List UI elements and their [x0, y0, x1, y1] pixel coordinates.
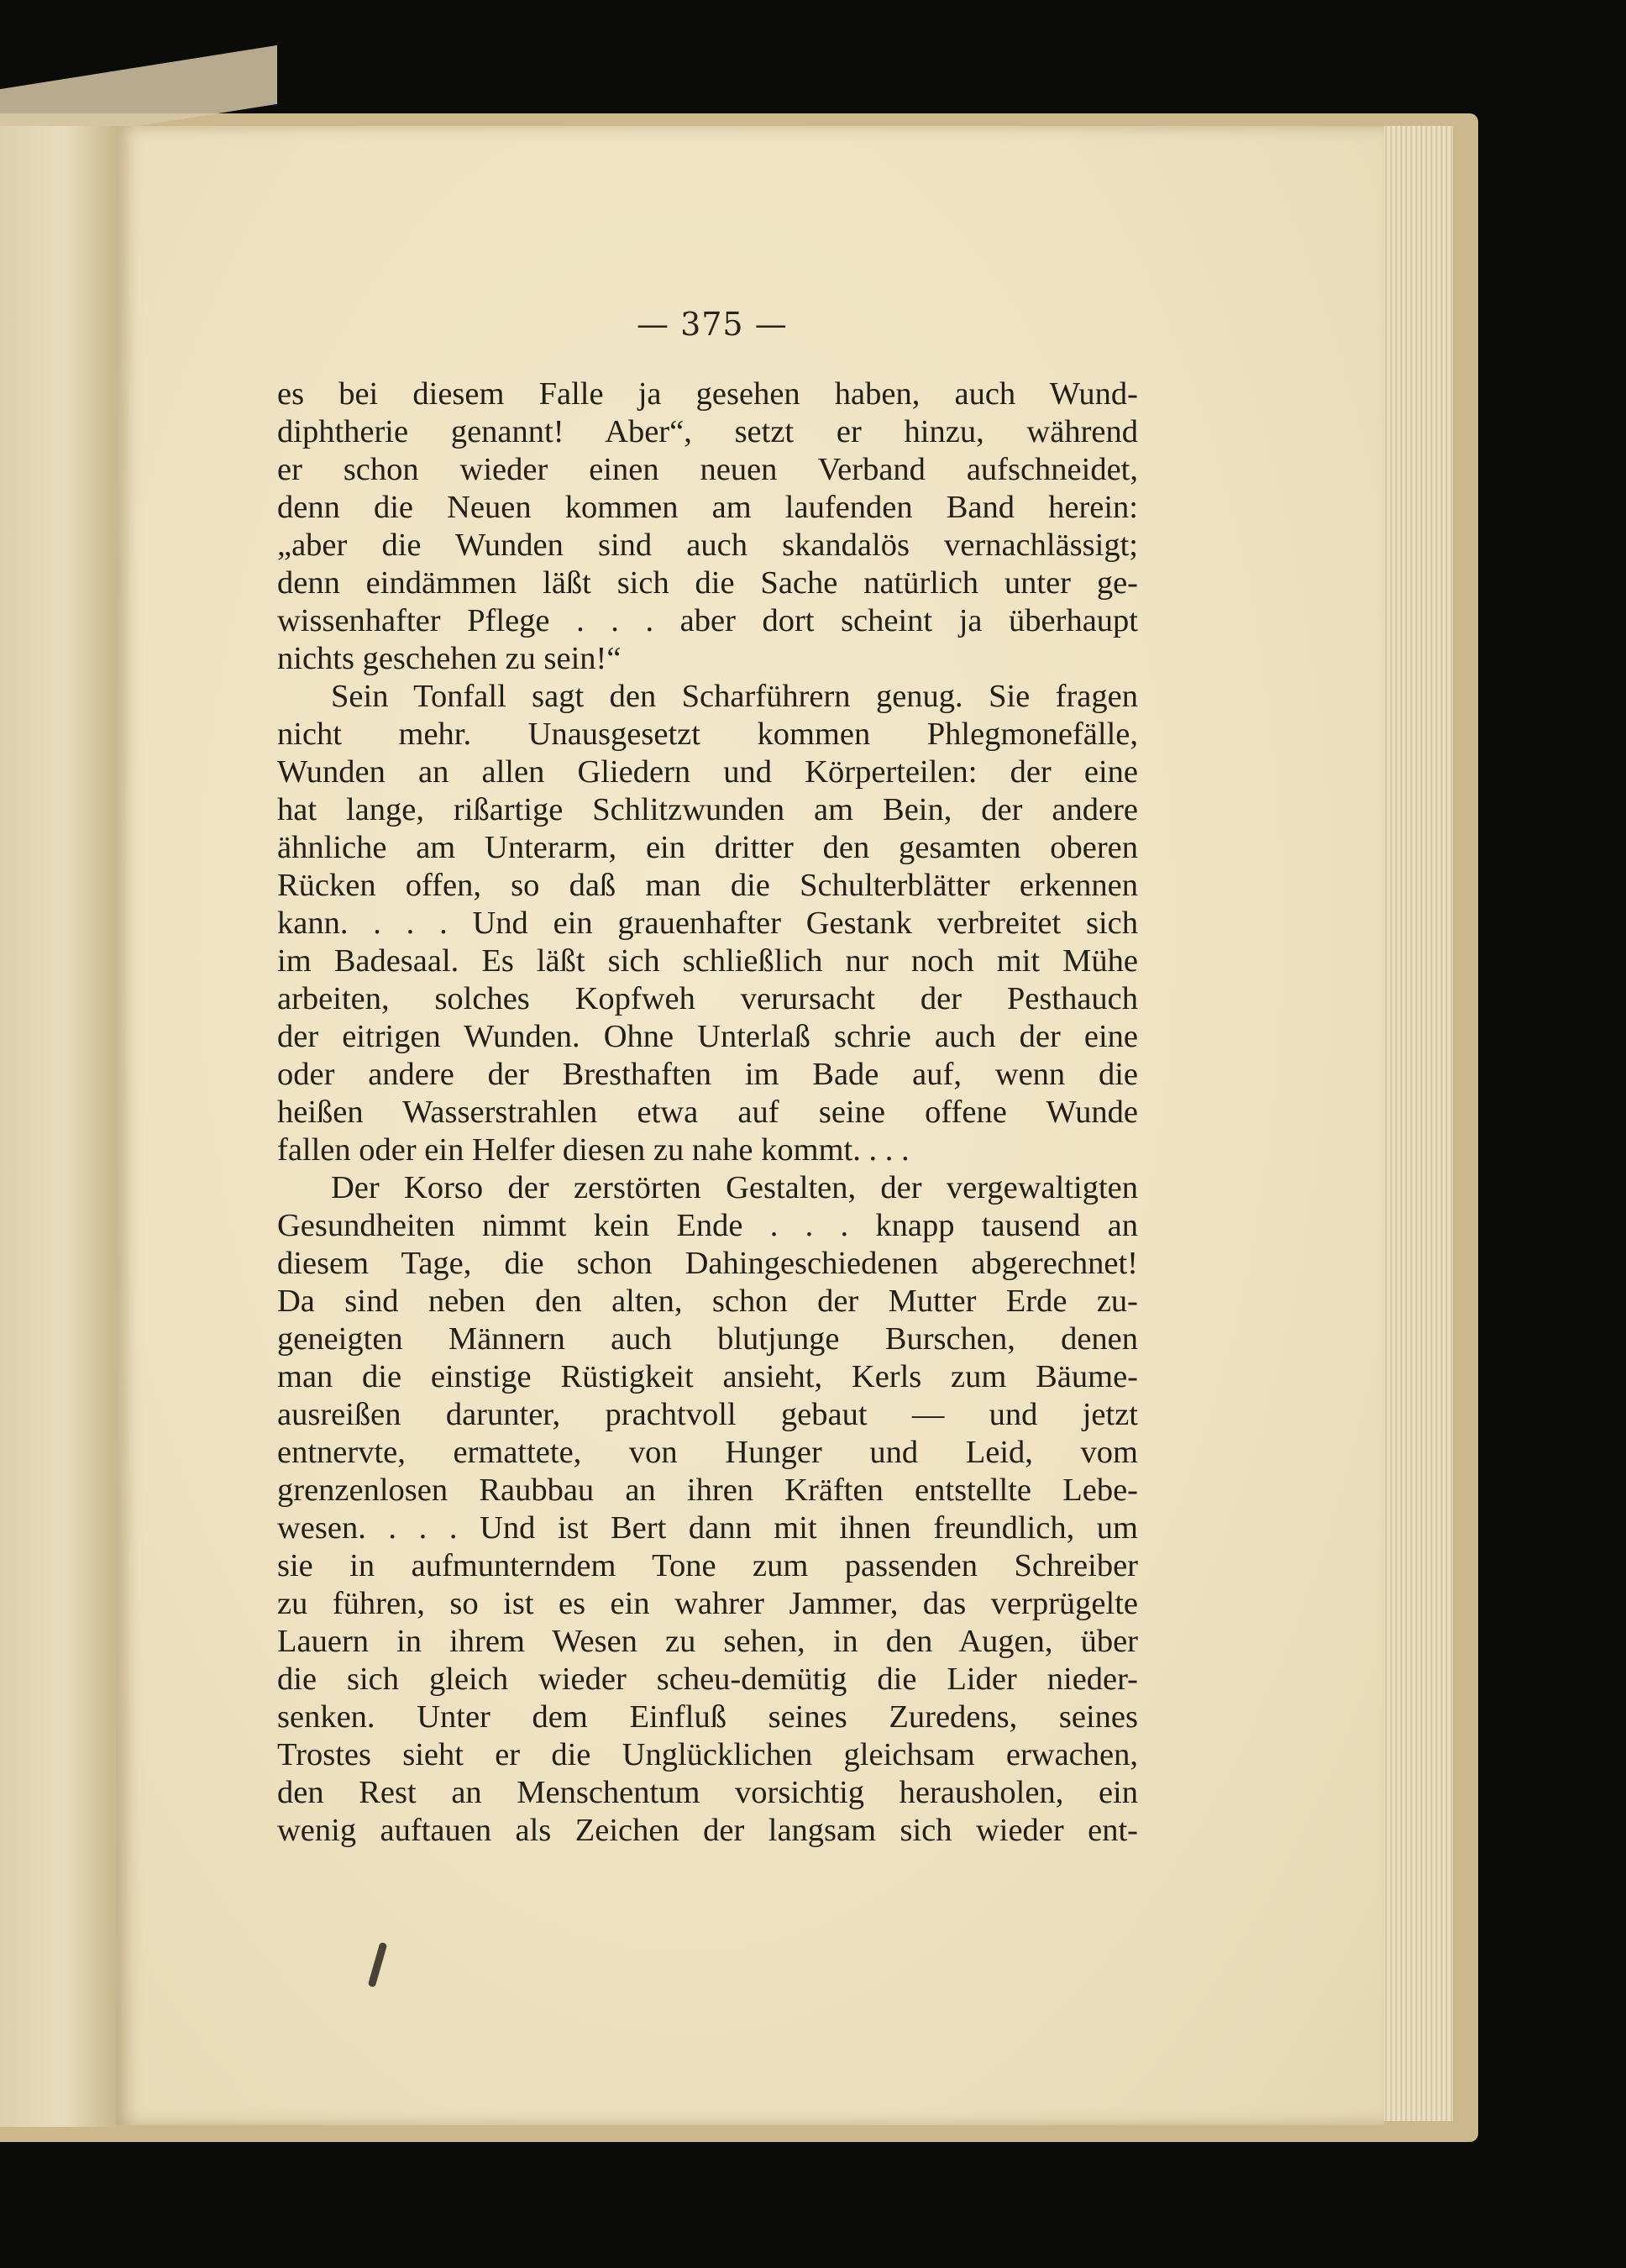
text-line: den Rest an Menschentum vorsichtig herausholen, ein	[277, 1775, 1138, 1810]
text-line: denn eindämmen läßt sich die Sache natürlich unter ge-	[277, 565, 1138, 601]
text-line: heißen Wasserstrahlen etwa auf seine offene Wunde	[277, 1095, 1138, 1130]
text-line: Lauern in ihrem Wesen zu sehen, in den Augen, über	[277, 1624, 1138, 1659]
text-line: nichts geschehen zu sein!“	[277, 641, 622, 676]
page-edges	[1377, 126, 1453, 2121]
text-line: senken. Unter dem Einfluß seines Zuredens, seines	[277, 1699, 1138, 1735]
page-number: — 375 —	[637, 306, 788, 343]
text-line: Da sind neben den alten, schon der Mutter Erde zu-	[277, 1284, 1138, 1319]
text-block	[277, 375, 1138, 1850]
text-line: Der Korso der zerstörten Gestalten, der vergewaltigten	[331, 1170, 1138, 1205]
text-line: Gesundheiten nimmt kein Ende . . . knapp tausend an	[277, 1208, 1138, 1243]
left-page-edge	[0, 126, 116, 2127]
text-line: man die einstige Rüstigkeit ansieht, Kerls zum Bäume-	[277, 1359, 1138, 1394]
text-line: entnervte, ermattete, von Hunger und Leid, vom	[277, 1435, 1138, 1470]
text-line: der eitrigen Wunden. Ohne Unterlaß schrie auch der eine	[277, 1019, 1138, 1054]
text-line: diphtherie genannt! Aber“, setzt er hinzu, während	[277, 414, 1138, 449]
text-line: ausreißen darunter, prachtvoll gebaut — und jetzt	[277, 1397, 1138, 1432]
text-line: arbeiten, solches Kopfweh verursacht der Pesthauch	[277, 981, 1138, 1016]
text-line: grenzenlosen Raubbau an ihren Kräften entstellte Lebe-	[277, 1473, 1138, 1508]
text-line: die sich gleich wieder scheu-demütig die Lider nieder-	[277, 1662, 1138, 1697]
text-line: Wunden an allen Gliedern und Körperteilen: der eine	[277, 754, 1138, 790]
paragraph	[277, 1169, 1138, 1850]
text-line: fallen oder ein Helfer diesen zu nahe kommt. . . .	[277, 1132, 910, 1168]
text-line: im Badesaal. Es läßt sich schließlich nur noch mit Mühe	[277, 943, 1138, 979]
paragraph	[277, 375, 1138, 678]
text-line: wissenhafter Pflege . . . aber dort scheint ja überhaupt	[277, 603, 1138, 638]
paragraph	[277, 678, 1138, 1169]
text-line: Rücken offen, so daß man die Schulterblätter erkennen	[277, 868, 1138, 903]
text-line: geneigten Männern auch blutjunge Burschen, denen	[277, 1321, 1138, 1357]
text-line: denn die Neuen kommen am laufenden Band herein:	[277, 490, 1138, 525]
text-line: kann. . . . Und ein grauenhafter Gestank verbreitet sich	[277, 906, 1138, 941]
text-line: wenig auftauen als Zeichen der langsam sich wieder ent-	[277, 1813, 1138, 1848]
text-line: wesen. . . . Und ist Bert dann mit ihnen freundlich, um	[277, 1510, 1138, 1546]
text-line: es bei diesem Falle ja gesehen haben, auch Wund-	[277, 376, 1138, 412]
text-line: sie in aufmunterndem Tone zum passenden Schreiber	[277, 1548, 1138, 1583]
text-line: zu führen, so ist es ein wahrer Jammer, das verprügelte	[277, 1586, 1138, 1621]
text-line: er schon wieder einen neuen Verband aufschneidet,	[277, 452, 1138, 487]
text-line: „aber die Wunden sind auch skandalös vernachlässigt;	[277, 528, 1138, 563]
text-line: ähnliche am Unterarm, ein dritter den gesamten oberen	[277, 830, 1138, 865]
text-line: Trostes sieht er die Unglücklichen gleichsam erwachen,	[277, 1737, 1138, 1772]
text-line: oder andere der Bresthaften im Bade auf, wenn die	[277, 1057, 1138, 1092]
text-line: nicht mehr. Unausgesetzt kommen Phlegmonefälle,	[277, 717, 1138, 752]
text-line: Sein Tonfall sagt den Scharführern genug. Sie fragen	[331, 679, 1138, 714]
text-line: diesem Tage, die schon Dahingeschiedenen abgerechnet!	[277, 1246, 1138, 1281]
text-line: hat lange, rißartige Schlitzwunden am Bein, der andere	[277, 792, 1138, 827]
